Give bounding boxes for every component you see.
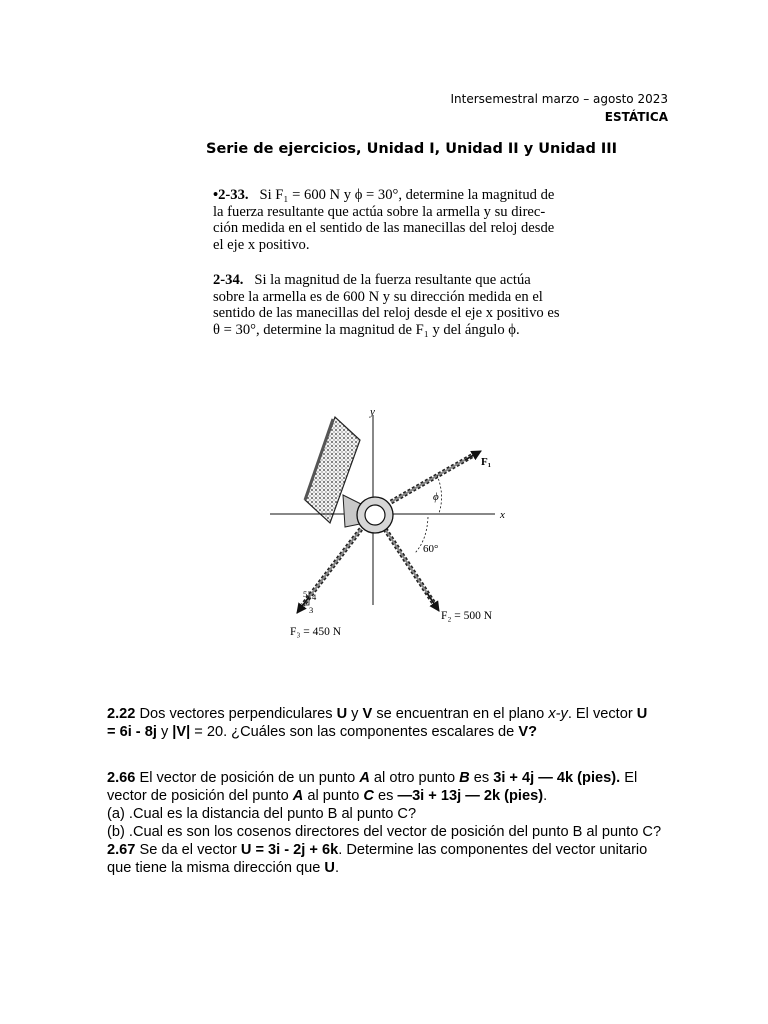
svg-text:4: 4 (312, 592, 317, 602)
problem-2-33-line-3: ción medida en el sentido de las manecillas del reloj desde (213, 220, 555, 237)
question-2-67 (107, 841, 697, 877)
problem-2-34-number: 2-34. (213, 272, 244, 288)
x-axis-label: x (500, 509, 505, 521)
svg-text:3: 3 (309, 605, 314, 615)
question-2-66-line-2: vector de posición del punto A al punto C es —3i + 13j — 2k (pies). (107, 788, 548, 804)
question-2-66-number: 2.66 (107, 770, 136, 786)
y-axis-label: y (370, 406, 375, 418)
cable-f2 (385, 529, 439, 611)
problem-2-33-line-1: •2-33. Si F₁ = 600 N y ϕ = 30°, determine la magnitud de (213, 187, 555, 203)
phi-label: ϕ (433, 491, 439, 503)
question-2-67-number: 2.67 (107, 842, 136, 858)
problem-2-33-line-4: el eje x positivo. (213, 236, 310, 253)
question-2-22-number: 2.22 (107, 706, 136, 722)
question-2-66 (107, 769, 697, 841)
problem-2-33 (213, 187, 569, 253)
sixty-degree-label: 60° (423, 543, 439, 555)
question-2-67-line-2: que tiene la misma dirección que U. (107, 860, 340, 876)
cable-f3 (297, 529, 361, 613)
page-title: Serie de ejercicios, Unidad I, Unidad II y Unidad III (206, 141, 618, 157)
question-2-66-part-a: (a) .Cual es la distancia del punto B al punto C? (107, 806, 417, 822)
force-diagram (255, 405, 520, 645)
f2-label: F₂ = 500 N (441, 610, 493, 622)
svg-text:5: 5 (303, 589, 308, 599)
problem-2-33-number: •2-33. (213, 187, 249, 203)
question-2-22-line-2: = 6i - 8j y |V| = 20. ¿Cuáles son las componentes escalares de V? (107, 724, 537, 740)
question-2-66-part-b: (b) .Cual es son los cosenos directores del vector de posición del punto B al punto C? (107, 824, 662, 840)
problem-2-33-line-2: la fuerza resultante que actúa sobre la armella y su direc- (213, 203, 546, 220)
question-2-22-line-1: 2.22 Dos vectores perpendiculares U y V se encuentran en el plano x-y. El vector U (107, 706, 648, 722)
problem-2-34 (213, 272, 569, 338)
header-subject: ESTÁTICA (604, 110, 668, 124)
question-2-22 (107, 705, 697, 741)
question-2-66-line-1: 2.66 El vector de posición de un punto A al otro punto B es 3i + 4j — 4k (pies). El (107, 770, 638, 786)
f3-label: F₃ = 450 N (290, 626, 342, 638)
problem-2-34-line-4: θ = 30°, determine la magnitud de F₁ y del ángulo ϕ. (213, 321, 520, 338)
problem-2-34-line-1: 2-34. Si la magnitud de la fuerza resultante que actúa (213, 272, 531, 288)
header-course-term: Intersemestral marzo – agosto 2023 (450, 92, 668, 106)
question-2-67-line-1: 2.67 Se da el vector U = 3i - 2j + 6k. Determine las componentes del vector unitario (107, 842, 648, 858)
f1-label: F₁ (481, 456, 492, 468)
problem-2-34-line-3: sentido de las manecillas del reloj desde el eje x positivo es (213, 305, 560, 322)
problem-2-34-line-2: sobre la armella es de 600 N y su dirección medida en el (213, 288, 543, 305)
